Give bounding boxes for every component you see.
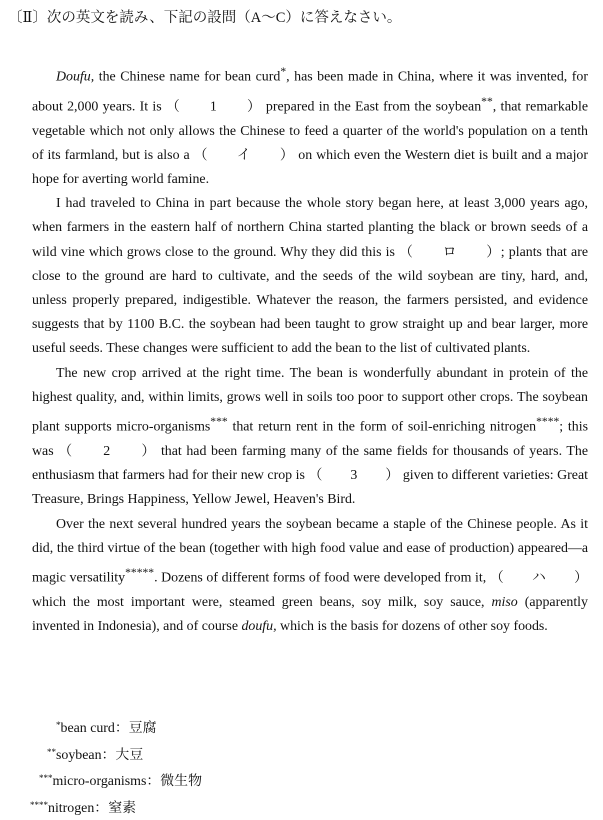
footnote-gloss: ：大豆 xyxy=(102,748,144,763)
blank-1: （ 1 ） xyxy=(166,99,262,114)
footnote-term: micro-organisms xyxy=(53,774,147,789)
text: I had traveled to China in part because the whole story began here, at least 3,000 years ago, when farmers in the eastern half of northern China started planting the black or brown seeds of a wild vine which grows close to the ground. Why they did this is xyxy=(32,196,588,259)
text: on which even the Western diet is built and a major hope for averting world famine. xyxy=(32,148,588,187)
paragraph-4 xyxy=(32,513,588,640)
footnote-marker: **** xyxy=(536,415,559,428)
footnote-term: soybean xyxy=(56,748,102,763)
text: , that remarkable vegetable which not only allows the Chinese to feed a quarter of the world's population on a tenth of its farmland, but is also a xyxy=(32,99,588,162)
paragraph-2 xyxy=(32,192,588,361)
footnote-mark: **** xyxy=(30,800,48,810)
text: which the most important were, steamed green beans, soy milk, soy sauce, xyxy=(32,595,492,610)
passage xyxy=(32,60,588,639)
footnote-gloss: ：豆腐 xyxy=(115,721,157,736)
text: which is the basis for dozens of other soy foods. xyxy=(277,619,548,634)
footnotes xyxy=(22,714,202,820)
blank-3: （ 3 ） xyxy=(308,468,399,483)
paragraph-1 xyxy=(32,60,588,192)
text: . Dozens of different forms of food were developed from it, xyxy=(154,571,490,586)
footnote-soybean xyxy=(22,741,202,768)
footnote-mark: ** xyxy=(47,747,56,757)
miso-term: miso xyxy=(492,595,518,610)
footnote-gloss: ：窒素 xyxy=(94,801,136,816)
doufu-term: doufu, xyxy=(241,619,276,634)
footnote-mark: *** xyxy=(39,773,53,783)
text: The new crop arrived at the right time. The bean is wonderfully abundant in protein of the highest quality, and, within limits, grows well in soils too poor to support other crops. The soybean plant supports micro-organisms xyxy=(32,366,588,435)
question-heading: 〔Ⅱ〕次の英文を読み、下記の設問（A～C）に答えなさい。 xyxy=(8,6,401,27)
footnote-nitrogen xyxy=(22,794,202,820)
text: ; plants that are close to the ground are hard to cultivate, and the seeds of the wild soybean are tiny, hard, and, unless properly prepared, indigestible. Whatever the reason, the farmers persisted, and evidence suggests that by 1100 B.C. the soybean had been taught to grow straight up and bear larger, more useful seeds. These changes were sufficient to add the bean to the list of cultivated plants. xyxy=(32,245,588,357)
blank-ha: （ ハ ） xyxy=(490,571,588,586)
footnote-gloss: ：微生物 xyxy=(146,774,202,789)
blank-i: （ イ ） xyxy=(194,148,295,163)
paragraph-3 xyxy=(32,362,588,513)
footnote-micro-organisms xyxy=(22,767,202,794)
footnote-marker: * xyxy=(280,65,286,78)
blank-ro: （ ロ ） xyxy=(399,245,501,260)
text: that had been farming many of the same fields for thousands of years. The enthusiasm that farmers had for their new crop is xyxy=(32,444,588,483)
footnote-term: bean curd xyxy=(61,721,115,736)
footnote-mark: * xyxy=(56,720,61,730)
text: given to different varieties: Great Treasure, Brings Happiness, Yellow Jewel, Heaven's Bird. xyxy=(32,468,588,507)
text: the Chinese name for bean curd xyxy=(94,70,280,85)
text: Over the next several hundred years the soybean became a staple of the Chinese people. As it did, the third virtue of the bean (together with high food value and ease of production) appeared—a magic versatility xyxy=(32,517,588,586)
doufu-term: Doufu, xyxy=(56,70,94,85)
text: prepared in the East from the soybean xyxy=(262,99,482,114)
text: , has been made in China, where it was invented, for about 2,000 years. It is xyxy=(32,70,588,115)
footnote-marker: ** xyxy=(481,95,493,108)
blank-2: （ 2 ） xyxy=(58,444,156,459)
footnote-marker: ***** xyxy=(125,566,154,579)
footnote-marker: *** xyxy=(210,415,227,428)
footnote-term: nitrogen xyxy=(48,801,94,816)
footnote-bean-curd xyxy=(22,714,202,741)
text: that return rent in the form of soil-enriching nitrogen xyxy=(228,420,536,435)
text: (apparently invented in Indonesia), and of course xyxy=(32,595,588,634)
text: ; this was xyxy=(32,420,588,459)
